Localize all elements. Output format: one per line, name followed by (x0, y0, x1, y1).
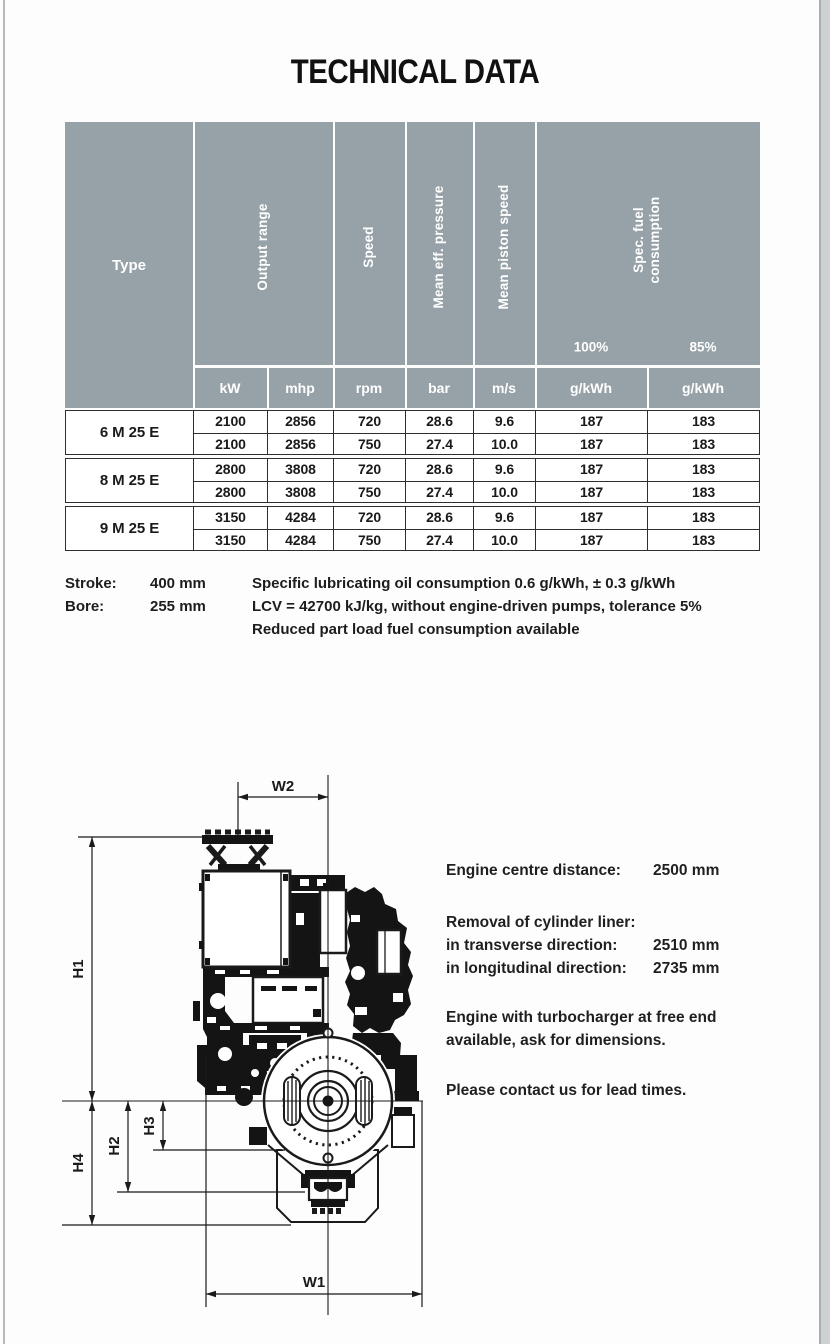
centre-distance-label: Engine centre distance: (446, 862, 621, 879)
header-separator (333, 368, 335, 408)
column-header-output-range: Output range (255, 203, 270, 291)
table-cell: 183 (647, 529, 759, 551)
table-cell: 27.4 (405, 433, 473, 455)
header-separator (535, 122, 537, 365)
column-header-spec-fuel-consumption (631, 197, 663, 284)
table-cell: 2100 (193, 433, 267, 455)
stroke-label: Stroke: (65, 575, 117, 592)
table-cell: 10.0 (473, 433, 535, 455)
header-separator (193, 365, 760, 368)
dim-label-w1: W1 (302, 1274, 326, 1291)
table-cell: 3150 (193, 529, 267, 551)
table-cell: 720 (333, 411, 405, 433)
table-cell: 187 (535, 481, 647, 503)
table-cell: 187 (535, 411, 647, 433)
scan-edge-left (3, 0, 5, 1344)
table-cell: 28.6 (405, 459, 473, 481)
charge-air-cooler (203, 871, 290, 967)
dim-label-h1: H1 (70, 959, 87, 979)
turbo-housing (377, 930, 401, 974)
dim-label-h2: H2 (106, 1136, 123, 1156)
longitudinal-value: 2735 mm (653, 960, 720, 977)
table-cell: 183 (647, 433, 759, 455)
bore-value: 255 mm (150, 598, 206, 615)
table-cell: 183 (647, 411, 759, 433)
engine-type: 9 M 25 E (99, 520, 160, 537)
header-separator (405, 368, 407, 408)
table-cell: 4284 (267, 507, 333, 529)
unit-ms: m/s (491, 380, 517, 396)
table-cell: 3808 (267, 481, 333, 503)
consumption-notes (252, 572, 772, 641)
column-header-type: Type (112, 256, 146, 274)
table-cell: 2800 (193, 459, 267, 481)
table-cell: 3808 (267, 459, 333, 481)
spec-fuel-line2: consumption (647, 196, 662, 284)
turbo-note-line1: Engine with turbocharger at free end (446, 1009, 717, 1026)
table-cell: 9.6 (473, 459, 535, 481)
dim-label-h4: H4 (70, 1153, 87, 1173)
table-cell: 9.6 (473, 411, 535, 433)
note-lubricating-oil: Specific lubricating oil consumption 0.6 g/kWh, ± 0.3 g/kWh (252, 575, 676, 592)
table-cell: 750 (333, 481, 405, 503)
header-separator (535, 368, 537, 408)
unit-gkwh-100: g/kWh (570, 380, 612, 396)
removal-title: Removal of cylinder liner: (446, 914, 636, 931)
unit-gkwh-85: g/kWh (682, 380, 724, 396)
table-cell: 187 (535, 529, 647, 551)
air-duct (320, 890, 346, 953)
load-100-label: 100% (573, 339, 609, 355)
header-separator (473, 368, 475, 408)
table-cell: 183 (647, 481, 759, 503)
table-row-group-9m25e (65, 506, 760, 551)
table-cell: 9.6 (473, 507, 535, 529)
table-row-group-8m25e (65, 458, 760, 503)
table-header (65, 122, 760, 408)
bore-label: Bore: (65, 598, 105, 615)
unit-mhp: mhp (285, 380, 315, 396)
table-cell: 2800 (193, 481, 267, 503)
technical-data-table (65, 122, 760, 548)
table-cell: 720 (333, 459, 405, 481)
table-cell: 27.4 (405, 529, 473, 551)
engine-type: 8 M 25 E (99, 472, 160, 489)
centre-distance-value: 2500 mm (653, 862, 720, 879)
spec-fuel-line1: Spec. fuel (631, 207, 646, 273)
unit-rpm: rpm (355, 380, 383, 396)
transverse-label: in transverse direction: (446, 937, 618, 954)
lead-times-note: Please contact us for lead times. (446, 1082, 687, 1099)
engine-end-view-drawing (55, 755, 445, 1330)
table-cell: 4284 (267, 529, 333, 551)
table-cell: 10.0 (473, 529, 535, 551)
note-part-load: Reduced part load fuel consumption available (252, 621, 580, 638)
engine-type: 6 M 25 E (99, 424, 160, 441)
unit-kw: kW (219, 380, 241, 396)
table-cell: 28.6 (405, 507, 473, 529)
table-cell: 27.4 (405, 481, 473, 503)
column-header-speed: Speed (361, 226, 376, 268)
mount-bracket-right (392, 1115, 414, 1147)
table-cell: 10.0 (473, 481, 535, 503)
longitudinal-label: in longitudinal direction: (446, 960, 627, 977)
column-header-mean-eff-pressure: Mean eff. pressure (431, 185, 446, 309)
table-body (65, 410, 760, 551)
stroke-bore-notes (65, 572, 206, 618)
mount-bracket-left (249, 1127, 267, 1145)
dim-label-h3: H3 (141, 1116, 158, 1136)
table-cell: 3150 (193, 507, 267, 529)
table-cell: 2856 (267, 433, 333, 455)
table-cell: 28.6 (405, 411, 473, 433)
turbo-note-line2: available, ask for dimensions. (446, 1032, 666, 1049)
note-lcv: LCV = 42700 kJ/kg, without engine-driven pumps, tolerance 5% (252, 598, 702, 615)
dim-label-w2: W2 (271, 778, 295, 795)
header-separator (267, 368, 269, 408)
header-separator (405, 122, 407, 365)
column-header-mean-piston-speed: Mean piston speed (496, 184, 511, 310)
table-cell: 720 (333, 507, 405, 529)
table-cell: 183 (647, 459, 759, 481)
header-separator (333, 122, 335, 365)
table-cell: 750 (333, 529, 405, 551)
stroke-value: 400 mm (150, 575, 206, 592)
table-cell: 187 (535, 507, 647, 529)
table-cell: 187 (535, 459, 647, 481)
table-row-group-6m25e (65, 410, 760, 455)
engine-rocker-cover (253, 977, 323, 1023)
header-separator (473, 122, 475, 365)
table-cell: 2100 (193, 411, 267, 433)
header-separator (647, 368, 649, 408)
transverse-value: 2510 mm (653, 937, 720, 954)
load-85-label: 85% (689, 339, 717, 355)
table-cell: 187 (535, 433, 647, 455)
table-cell: 750 (333, 433, 405, 455)
unit-bar: bar (428, 380, 450, 396)
table-cell: 2856 (267, 411, 333, 433)
page-title: TECHNICAL DATA (290, 51, 540, 92)
table-cell: 183 (647, 507, 759, 529)
scan-edge-right (821, 0, 830, 1344)
